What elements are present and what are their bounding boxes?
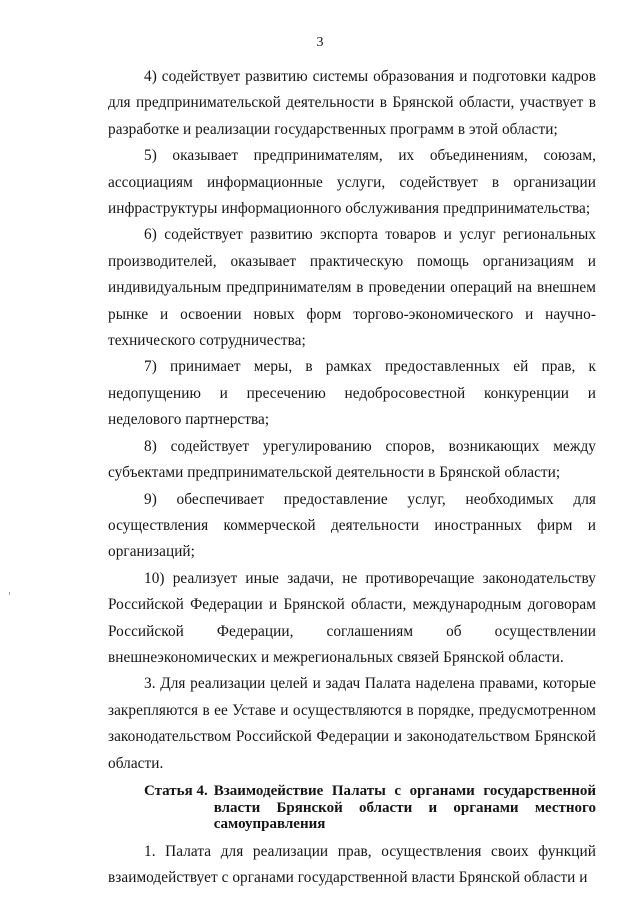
document-body <box>108 64 596 892</box>
paragraph-item-5: 5) оказывает предпринимателям, их объединениям, союзам, ассоциациям информационные услуги, содействует в организации инфраструктуры информационного обслуживания предпринимательства; <box>108 147 596 218</box>
scan-margin-mark <box>9 592 10 595</box>
article-heading <box>108 777 596 839</box>
paragraph-item-8: 8) содействует урегулированию споров, возникающих между субъектами предпринимательской деятельности в Брянской области; <box>108 437 596 482</box>
paragraph-clause-3: 3. Для реализации целей и задач Палата наделена правами, которые закрепляются в ее Уставе и осуществляются в порядке, предусмотренном законодательством Российской Федерации и законодательством Брянской области. <box>108 675 596 772</box>
paragraph-article4-clause-1: 1. Палата для реализации прав, осуществления своих функций взаимодействует с органами государственной власти Брянской области и <box>108 842 596 887</box>
article-title: Взаимодействие Палаты с органами государственной власти Брянской области и органами местного самоуправления <box>213 782 596 833</box>
paragraph-item-4: 4) содействует развитию системы образования и подготовки кадров для предпринимательской деятельности в Брянской области, участвует в разработке и реализации государственных программ в этой области; <box>108 68 596 138</box>
paragraph-item-7: 7) принимает меры, в рамках предоставленных ей прав, к недопущению и пресечению недобросовестной конкуренции и неделового партнерства; <box>108 358 596 429</box>
paragraph-item-6: 6) содействует развитию экспорта товаров и услуг региональных производителей, оказывает практическую помощь организациям и индивидуальным предпринимателям в проведении операций на внешнем рынке и освоении новых форм торгово-экономического и научно-технического сотрудничества; <box>108 226 596 350</box>
article-label: Статья 4. <box>144 782 208 799</box>
paragraph-item-10: 10) реализует иные задачи, не противоречащие законодательству Российской Федерации и Брянской области, международным договорам Российской Федерации, соглашениям об осуществлении внешнеэкономических и межрегиональных связей Брянской области. <box>108 569 596 666</box>
page-number: 3 <box>316 35 324 50</box>
paragraph-item-9: 9) обеспечивает предоставление услуг, необходимых для осуществления коммерческой деятельности иностранных фирм и организаций; <box>108 490 596 561</box>
